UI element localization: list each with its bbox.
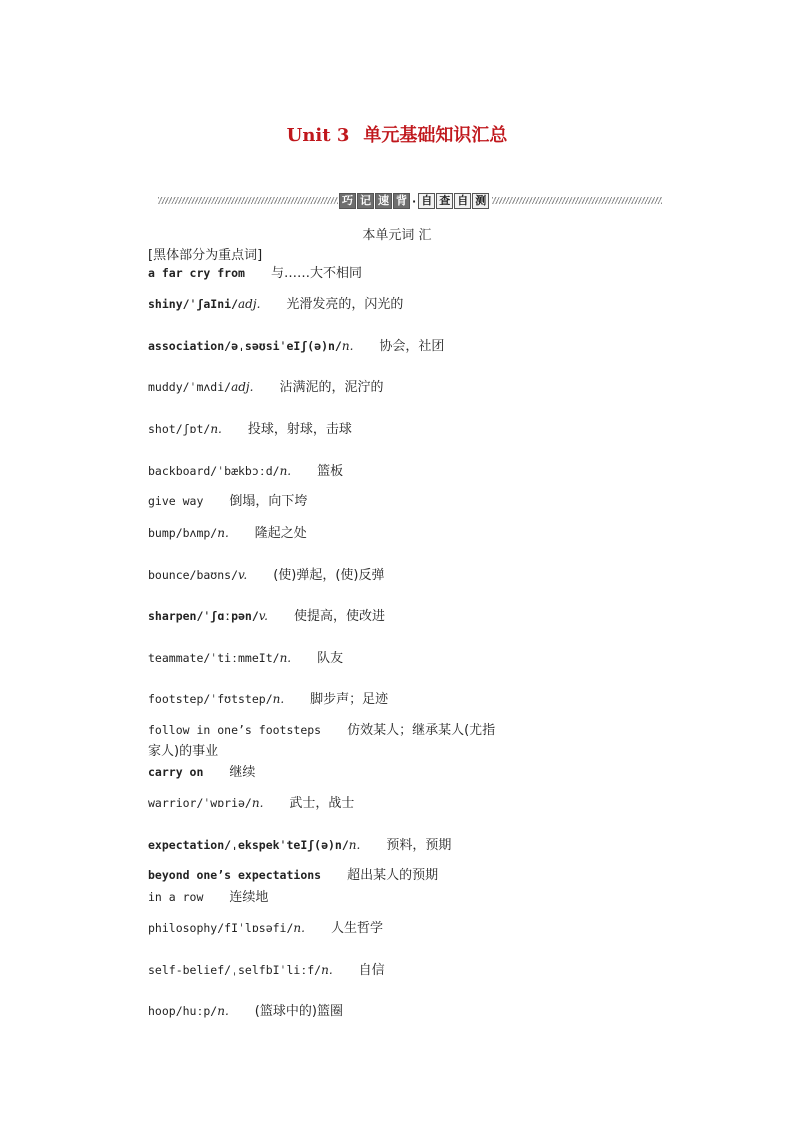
vocab-meaning: 武士，战士 (289, 796, 355, 811)
section-title: 本单元词 汇 (362, 228, 432, 243)
vocab-part-of-speech: n. (348, 838, 361, 852)
vocab-entry (148, 606, 385, 627)
vocab-meaning: 超出某人的预期 (347, 868, 439, 883)
vocab-word: warrior/ˈwɒriə/ (148, 796, 252, 810)
vocab-word: sharpen/ˈʃɑːpən/ (148, 609, 259, 623)
vocab-entry (148, 461, 343, 482)
badge-char: 记 (357, 193, 374, 209)
section-note: [黑体部分为重点词] (148, 248, 263, 263)
vocab-part-of-speech: n. (293, 921, 305, 935)
vocab-part-of-speech: n. (279, 651, 292, 665)
vocab-entry (148, 720, 508, 762)
vocab-word: backboard/ˈbækbɔːd/ (148, 464, 280, 478)
vocab-word: carry on (148, 765, 204, 779)
badge-char: 自 (454, 193, 471, 209)
vocab-meaning: 倒塌，向下垮 (229, 494, 308, 509)
vocab-part-of-speech: n. (341, 339, 354, 353)
vocab-word: shiny/ˈʃaIni/ (148, 297, 239, 311)
badge-char: 速 (375, 193, 392, 209)
vocab-part-of-speech: n. (217, 1004, 229, 1018)
vocab-part-of-speech: adj. (231, 380, 254, 394)
vocab-entry (148, 377, 383, 398)
vocab-meaning: 投球，射球，击球 (247, 422, 352, 437)
badge-char: 查 (436, 193, 453, 209)
vocab-part-of-speech: n. (272, 692, 285, 706)
vocab-meaning: 自信 (358, 963, 385, 978)
vocab-word: in a row (148, 890, 204, 904)
vocab-meaning: 仿效某人；继承某人(尤指家人)的事业 (148, 723, 496, 759)
vocab-meaning: 篮板 (317, 464, 344, 479)
vocab-entry (148, 918, 383, 939)
vocab-entry (148, 1001, 343, 1022)
vocab-entry (148, 835, 451, 856)
vocab-meaning: 与……大不相同 (270, 266, 362, 281)
vocab-meaning: 使提高，使改进 (293, 609, 385, 624)
badge-char: 背 (393, 193, 410, 209)
banner-hatch-left (158, 197, 338, 204)
vocab-meaning: 隆起之处 (254, 526, 307, 541)
vocab-part-of-speech: v. (238, 568, 248, 582)
vocab-meaning: (篮球中的)篮圈 (254, 1004, 343, 1019)
badge-char: 自 (418, 193, 435, 209)
vocab-part-of-speech: n. (321, 963, 333, 977)
vocab-word: hoop/huːp/ (148, 1004, 218, 1018)
vocab-part-of-speech: n. (279, 464, 292, 478)
vocab-entry (148, 887, 268, 908)
vocab-entry (148, 865, 438, 886)
vocab-word: philosophy/fIˈlɒsəfi/ (148, 921, 294, 935)
vocab-meaning: (使)弹起，(使)反弹 (273, 568, 385, 583)
vocab-entry (148, 960, 385, 981)
vocab-entry (148, 762, 255, 783)
vocab-meaning: 继续 (229, 765, 256, 780)
badge-char: 测 (472, 193, 489, 209)
section-banner (158, 193, 662, 209)
vocab-meaning: 队友 (317, 651, 344, 666)
banner-badge (339, 193, 489, 209)
vocab-entry (148, 565, 384, 586)
vocab-word: association/əˌsəʊsiˈeIʃ(ə)n/ (148, 339, 342, 353)
vocab-entry (148, 336, 444, 357)
vocab-word: bounce/baʊns/ (148, 568, 239, 582)
vocab-word: expectation/ˌekspekˈteIʃ(ə)n/ (148, 838, 349, 852)
banner-hatch-right (492, 197, 662, 204)
vocab-entry (148, 523, 307, 544)
vocab-meaning: 沾满泥的，泥泞的 (279, 380, 384, 395)
vocab-entry (148, 419, 352, 440)
vocab-word: beyond one’s expectations (148, 868, 322, 882)
vocab-word: follow in one’s footsteps (148, 723, 322, 737)
vocab-word: give way (148, 494, 204, 508)
vocab-part-of-speech: n. (251, 796, 264, 810)
vocab-meaning: 光滑发亮的，闪光的 (286, 297, 404, 312)
vocab-entry (148, 294, 403, 315)
vocab-part-of-speech: n. (217, 526, 229, 540)
vocab-entry (148, 689, 388, 710)
vocab-word: bump/bʌmp/ (148, 526, 218, 540)
page-title (0, 121, 794, 147)
vocab-entry (148, 491, 307, 512)
vocab-entry (148, 793, 354, 814)
vocab-part-of-speech: adj. (238, 297, 261, 311)
vocab-word: shot/ʃɒt/ (148, 422, 211, 436)
vocab-word: a far cry from (148, 266, 245, 280)
vocab-word: self-belief/ˌselfbIˈliːf/ (148, 963, 322, 977)
vocab-meaning: 连续地 (229, 890, 269, 905)
badge-separator: · (412, 194, 417, 208)
unit-label: Unit 3 (286, 125, 350, 146)
badge-char: 巧 (339, 193, 356, 209)
unit-title: 单元基础知识汇总 (363, 125, 508, 146)
vocab-entry (148, 263, 362, 284)
vocab-word: footstep/ˈfʊtstep/ (148, 692, 273, 706)
vocab-word: muddy/ˈmʌdi/ (148, 380, 232, 394)
vocab-meaning: 脚步声；足迹 (310, 692, 389, 707)
vocab-part-of-speech: v. (258, 609, 268, 623)
vocab-word: teammate/ˈtiːmmeIt/ (148, 651, 280, 665)
vocab-meaning: 预料，预期 (386, 838, 452, 853)
vocab-meaning: 协会，社团 (379, 339, 445, 354)
vocab-entry (148, 648, 343, 669)
vocab-meaning: 人生哲学 (330, 921, 383, 936)
vocab-part-of-speech: n. (210, 422, 222, 436)
